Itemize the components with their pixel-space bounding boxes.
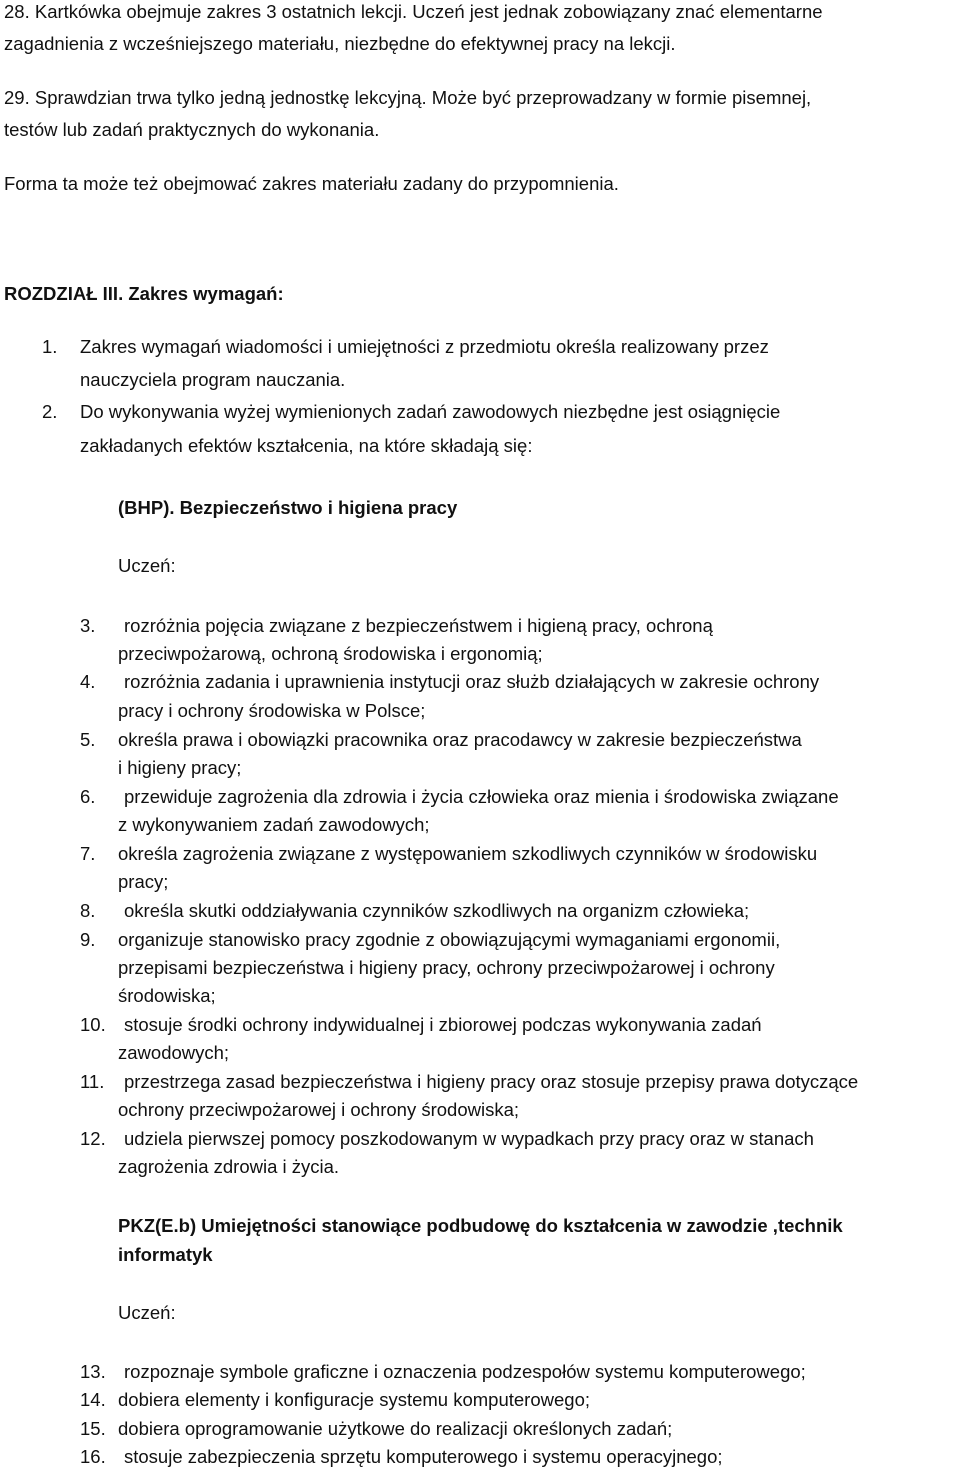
list-item-line: zagrożenia zdrowia i życia. — [118, 1156, 340, 1177]
list-item-line: pracy; — [118, 871, 169, 892]
paragraph-28-line-1: 28. Kartkówka obejmuje zakres 3 ostatnich lekcji. Uczeń jest jednak zobowiązany znać elementarne — [4, 1, 823, 22]
section-heading-pkz: PKZ(E.b) Umiejętności stanowiące podbudowę do kształcenia w zawodzie ,technik — [118, 1215, 843, 1236]
list-item-line: stosuje środki ochrony indywidualnej i zbiorowej podczas wykonywania zadań — [124, 1014, 762, 1035]
list-item-line: przewiduje zagrożenia dla zdrowia i życia człowieka oraz mienia i środowiska związane — [124, 786, 839, 807]
item-number: 5. — [80, 729, 96, 750]
list-item-line: zawodowych; — [118, 1042, 230, 1063]
paragraph-28-line-2: zagadnienia z wcześniejszego materiału, niezbędne do efektywnej pracy na lekcji. — [4, 33, 676, 54]
section-heading-pkz-line-2: informatyk — [118, 1244, 213, 1265]
chapter-heading: ROZDZIAŁ III. Zakres wymagań: — [4, 283, 284, 304]
item-number: 4. — [80, 671, 96, 692]
item-number: 7. — [80, 843, 96, 864]
list-item-line: środowiska; — [118, 985, 216, 1006]
list-item-line: pracy i ochrony środowiska w Polsce; — [118, 700, 426, 721]
list-item-line: organizuje stanowisko pracy zgodnie z obowiązującymi wymaganiami ergonomii, — [118, 929, 781, 950]
student-label: Uczeń: — [118, 1302, 176, 1323]
item-number: 12. — [80, 1128, 106, 1149]
item-number: 16. — [80, 1446, 106, 1467]
list-item-line: rozróżnia zadania i uprawnienia instytucji oraz służb działających w zakresie ochrony — [124, 671, 820, 692]
list-item-line: udziela pierwszej pomocy poszkodowanym w wypadkach przy pracy oraz w stanach — [124, 1128, 814, 1149]
list-item-line: z wykonywaniem zadań zawodowych; — [118, 814, 430, 835]
list-item-line: stosuje zabezpieczenia sprzętu komputerowego i systemu operacyjnego; — [124, 1446, 723, 1467]
list-item-line: i higieny pracy; — [118, 757, 242, 778]
item-number: 15. — [80, 1418, 106, 1439]
paragraph-29-line-1: 29. Sprawdzian trwa tylko jedną jednostkę lekcyjną. Może być przeprowadzany w formie pisemnej, — [4, 87, 812, 108]
list-item-line: określa zagrożenia związane z występowaniem szkodliwych czynników w środowisku — [118, 843, 818, 864]
list-item-line: zakładanych efektów kształcenia, na które składają się: — [80, 435, 533, 456]
list-item-line: Zakres wymagań wiadomości i umiejętności z przedmiotu określa realizowany przez — [80, 336, 769, 357]
item-number: 11. — [80, 1071, 105, 1092]
list-item-line: rozróżnia pojęcia związane z bezpieczeństwem i higieną pracy, ochroną — [124, 615, 713, 636]
item-number: 6. — [80, 786, 96, 807]
item-number: 1. — [42, 336, 58, 357]
list-item-line: określa skutki oddziaływania czynników szkodliwych na organizm człowieka; — [124, 900, 750, 921]
item-number: 3. — [80, 615, 96, 636]
list-item-line: rozpoznaje symbole graficzne i oznaczenia podzespołów systemu komputerowego; — [124, 1361, 806, 1382]
list-item-line: Do wykonywania wyżej wymienionych zadań zawodowych niezbędne jest osiągnięcie — [80, 401, 781, 422]
list-item-line: nauczyciela program nauczania. — [80, 369, 346, 390]
student-label: Uczeń: — [118, 555, 176, 576]
list-item-line: przeciwpożarową, ochroną środowiska i ergonomią; — [118, 643, 543, 664]
paragraph-29-line-2: testów lub zadań praktycznych do wykonania. — [4, 119, 380, 140]
list-item-line: przestrzega zasad bezpieczeństwa i higieny pracy oraz stosuje przepisy prawa dotyczące — [124, 1071, 859, 1092]
item-number: 10. — [80, 1014, 106, 1035]
list-item-line: dobiera elementy i konfiguracje systemu komputerowego; — [118, 1389, 590, 1410]
section-heading-bhp: (BHP). Bezpieczeństwo i higiena pracy — [118, 497, 458, 518]
list-item-line: określa prawa i obowiązki pracownika oraz pracodawcy w zakresie bezpieczeństwa — [118, 729, 802, 750]
list-item-line: przepisami bezpieczeństwa i higieny pracy, ochrony przeciwpożarowej i ochrony — [118, 957, 775, 978]
item-number: 14. — [80, 1389, 106, 1410]
list-item-line: dobiera oprogramowanie użytkowe do realizacji określonych zadań; — [118, 1418, 673, 1439]
item-number: 9. — [80, 929, 96, 950]
item-number: 13. — [80, 1361, 106, 1382]
item-number: 2. — [42, 401, 58, 422]
item-number: 8. — [80, 900, 96, 921]
list-item-line: ochrony przeciwpożarowej i ochrony środowiska; — [118, 1099, 520, 1120]
paragraph-29-line-3: Forma ta może też obejmować zakres materiału zadany do przypomnienia. — [4, 173, 619, 194]
